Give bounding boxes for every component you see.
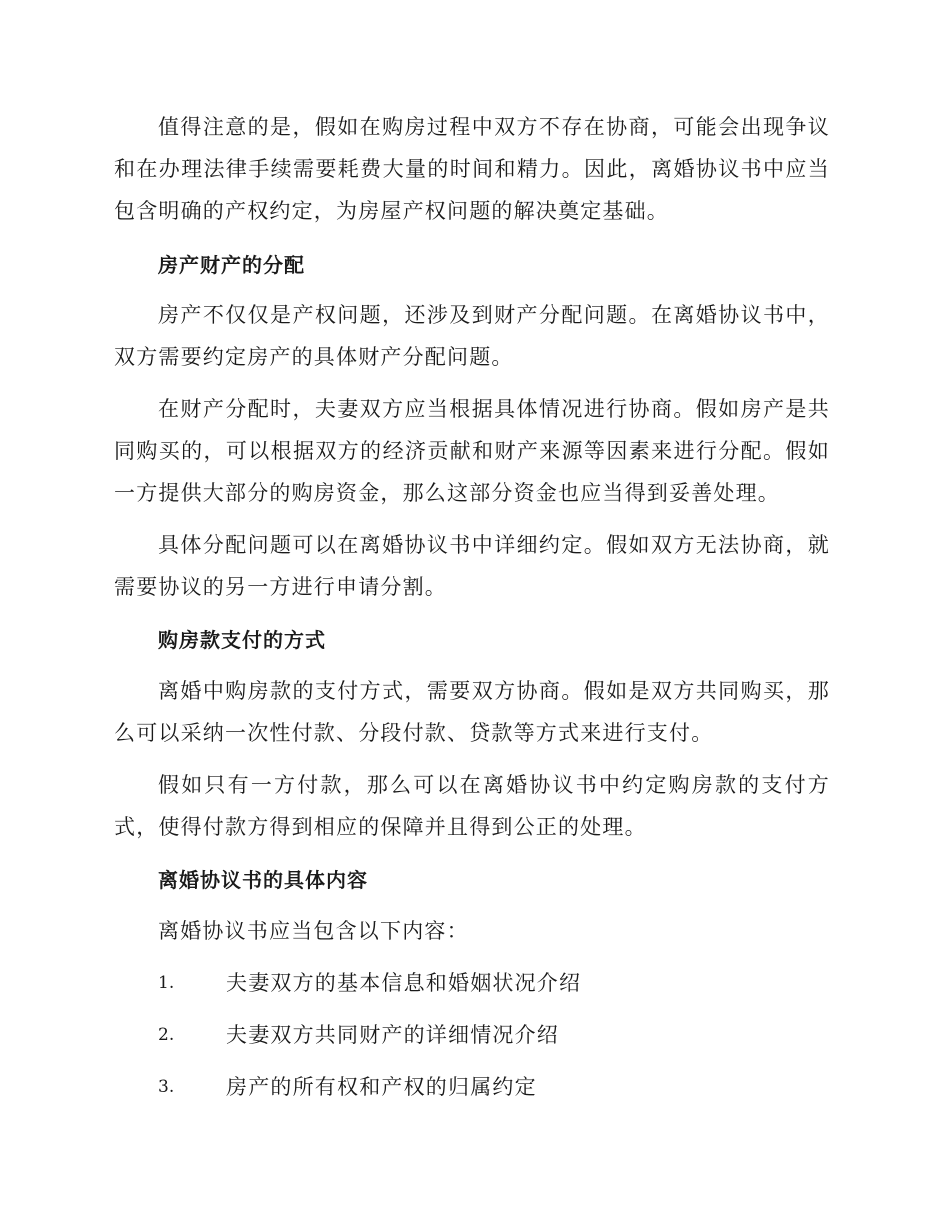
paragraph-division-details: 具体分配问题可以在离婚协议书中详细约定。假如双方无法协商，就需要协议的另一方进行申请分割。 [114,533,830,599]
list-item-number: 3. [158,1077,175,1097]
paragraph-payment-method: 离婚中购房款的支付方式，需要双方协商。假如是双方共同购买，那么可以采纳一次性付款、分段付款、贷款等方式来进行支付。 [114,679,830,745]
list-item-number: 1. [158,973,175,993]
paragraph-negotiation-note: 值得注意的是，假如在购房过程中双方不存在协商，可能会出现争议和在办理法律手续需要耗费大量的时间和精力。因此，离婚协议书中应当包含明确的产权约定，为房屋产权问题的解决奠定基础。 [114,115,830,223]
paragraph-single-payer: 假如只有一方付款，那么可以在离婚协议书中约定购房款的支付方式，使得付款方得到相应的保障并且得到公正的处理。 [114,773,830,839]
heading-property-division: 房产财产的分配 [158,253,305,277]
heading-agreement-contents: 离婚协议书的具体内容 [158,868,368,892]
paragraph-property-division: 房产不仅仅是产权问题，还涉及到财产分配问题。在离婚协议书中，双方需要约定房产的具体财产分配问题。 [114,303,830,369]
heading-payment-method: 购房款支付的方式 [158,628,326,652]
paragraph-contents-intro: 离婚协议书应当包含以下内容： [158,919,469,943]
list-item-number: 2. [158,1025,175,1045]
list-item-text: 夫妻双方的基本信息和婚姻状况介绍 [226,971,582,995]
paragraph-division-negotiation: 在财产分配时，夫妻双方应当根据具体情况进行协商。假如房产是共同购买的，可以根据双方的经济贡献和财产来源等因素来进行分配。假如一方提供大部分的购房资金，那么这部分资金也应当得到妥善处理。 [114,397,830,505]
list-item-text: 夫妻双方共同财产的详细情况介绍 [226,1023,559,1047]
list-item-text: 房产的所有权和产权的归属约定 [226,1075,537,1099]
